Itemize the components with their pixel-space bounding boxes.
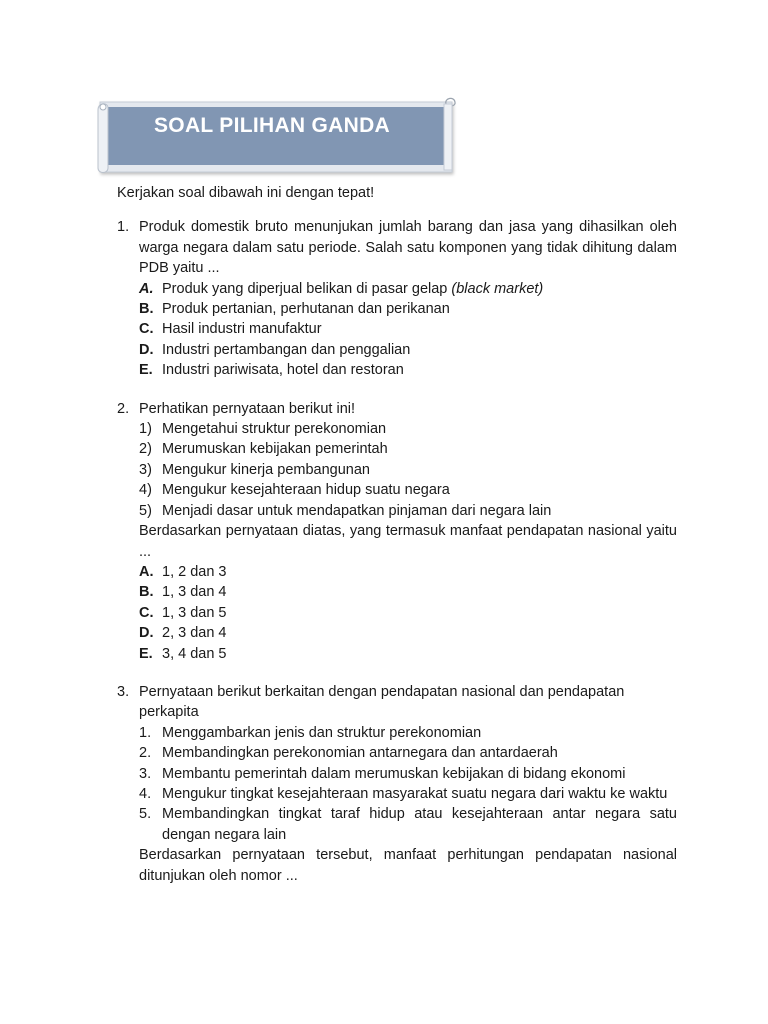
statement-text: Mengukur kinerja pembangunan: [162, 461, 370, 478]
option-text: 2, 3 dan 4: [162, 625, 227, 642]
statement-text: Membandingkan tingkat taraf hidup atau kesejahteraan antar negara satu dengan negara lain: [162, 806, 677, 843]
option-text: 1, 3 dan 5: [162, 604, 227, 621]
question-number: 1.: [117, 219, 130, 236]
option-letter: C.: [139, 604, 154, 621]
question-number: 3.: [117, 683, 130, 700]
answer-option-d[interactable]: [139, 623, 677, 643]
option-letter: D.: [139, 625, 154, 642]
statement-text: Menjadi dasar untuk mendapatkan pinjaman dari negara lain: [162, 502, 552, 519]
question-prompt: Berdasarkan pernyataan diatas, yang termasuk manfaat pendapatan nasional yaitu ...: [139, 523, 677, 560]
question-text: Produk domestik bruto menunjukan jumlah barang dan jasa yang dihasilkan oleh warga negara dalam satu periode. Salah satu komponen yang tidak dihitung dalam PDB yaitu ...: [139, 219, 677, 277]
statement-marker: 2.: [139, 745, 152, 762]
option-letter: E.: [139, 645, 153, 662]
option-text: Hasil industri manufaktur: [162, 321, 322, 338]
statement-item: [139, 723, 677, 743]
statement-item: [139, 764, 677, 784]
question-prompt: Berdasarkan pernyataan tersebut, manfaat perhitungan pendapatan nasional ditunjukan oleh nomor ...: [139, 847, 677, 884]
question-3: [117, 682, 677, 886]
statement-text: Mengukur tingkat kesejahteraan masyarakat suatu negara dari waktu ke waktu: [162, 785, 668, 802]
statement-item: [139, 501, 677, 521]
answer-option-e[interactable]: [139, 360, 677, 380]
worksheet-content: [117, 183, 677, 886]
answer-option-d[interactable]: [139, 340, 677, 360]
option-letter: E.: [139, 362, 153, 379]
statement-marker: 4): [139, 482, 152, 499]
statement-marker: 3.: [139, 765, 152, 782]
option-letter: A.: [139, 280, 154, 297]
option-text: Produk yang diperjual belikan di pasar gelap: [162, 280, 448, 297]
statement-item: [139, 804, 677, 845]
scroll-banner-graphic: [94, 96, 460, 180]
statement-text: Mengetahui struktur perekonomian: [162, 421, 387, 438]
option-text: 1, 3 dan 4: [162, 584, 227, 601]
option-note: (black market): [451, 280, 544, 297]
title-banner: [94, 96, 460, 180]
question-text: Pernyataan berikut berkaitan dengan pendapatan nasional dan pendapatan perkapita: [139, 683, 625, 721]
option-letter: B.: [139, 301, 154, 318]
statement-marker: 1.: [139, 724, 152, 741]
answer-option-a[interactable]: [139, 562, 677, 582]
statement-text: Membantu pemerintah dalam merumuskan kebijakan di bidang ekonomi: [162, 765, 626, 782]
option-text: 3, 4 dan 5: [162, 645, 227, 662]
statement-item: [139, 743, 677, 763]
option-text: Produk pertanian, perhutanan dan perikanan: [162, 301, 450, 318]
statement-item: [139, 419, 677, 439]
statement-marker: 2): [139, 441, 152, 458]
answer-option-e[interactable]: [139, 644, 677, 664]
answer-option-b[interactable]: [139, 299, 677, 319]
option-letter: C.: [139, 321, 154, 338]
statement-item: [139, 460, 677, 480]
statement-text: Mengukur kesejahteraan hidup suatu negara: [162, 482, 450, 499]
statement-marker: 5): [139, 502, 152, 519]
question-2: [117, 399, 677, 664]
statement-item: [139, 480, 677, 500]
statement-item: [139, 784, 677, 804]
statement-text: Membandingkan perekonomian antarnegara dan antardaerah: [162, 745, 558, 762]
option-letter: B.: [139, 584, 154, 601]
option-text: Industri pertambangan dan penggalian: [162, 341, 411, 358]
statement-marker: 5.: [139, 806, 152, 823]
question-text: Perhatikan pernyataan berikut ini!: [139, 400, 356, 417]
option-letter: D.: [139, 341, 154, 358]
statement-item: [139, 439, 677, 459]
answer-option-c[interactable]: [139, 603, 677, 623]
statement-marker: 3): [139, 461, 152, 478]
question-1: [117, 217, 677, 380]
instruction-text: Kerjakan soal dibawah ini dengan tepat!: [117, 185, 375, 201]
answer-option-c[interactable]: [139, 319, 677, 339]
answer-option-b[interactable]: [139, 582, 677, 602]
statement-marker: 1): [139, 421, 152, 438]
answer-option-a[interactable]: [139, 279, 677, 299]
option-text: Industri pariwisata, hotel dan restoran: [162, 362, 404, 379]
statement-marker: 4.: [139, 785, 152, 802]
statement-text: Menggambarkan jenis dan struktur perekonomian: [162, 724, 482, 741]
question-number: 2.: [117, 400, 130, 417]
statement-text: Merumuskan kebijakan pemerintah: [162, 441, 388, 458]
option-text: 1, 2 dan 3: [162, 563, 227, 580]
page-title: SOAL PILIHAN GANDA: [154, 114, 391, 137]
option-letter: A.: [139, 563, 154, 580]
